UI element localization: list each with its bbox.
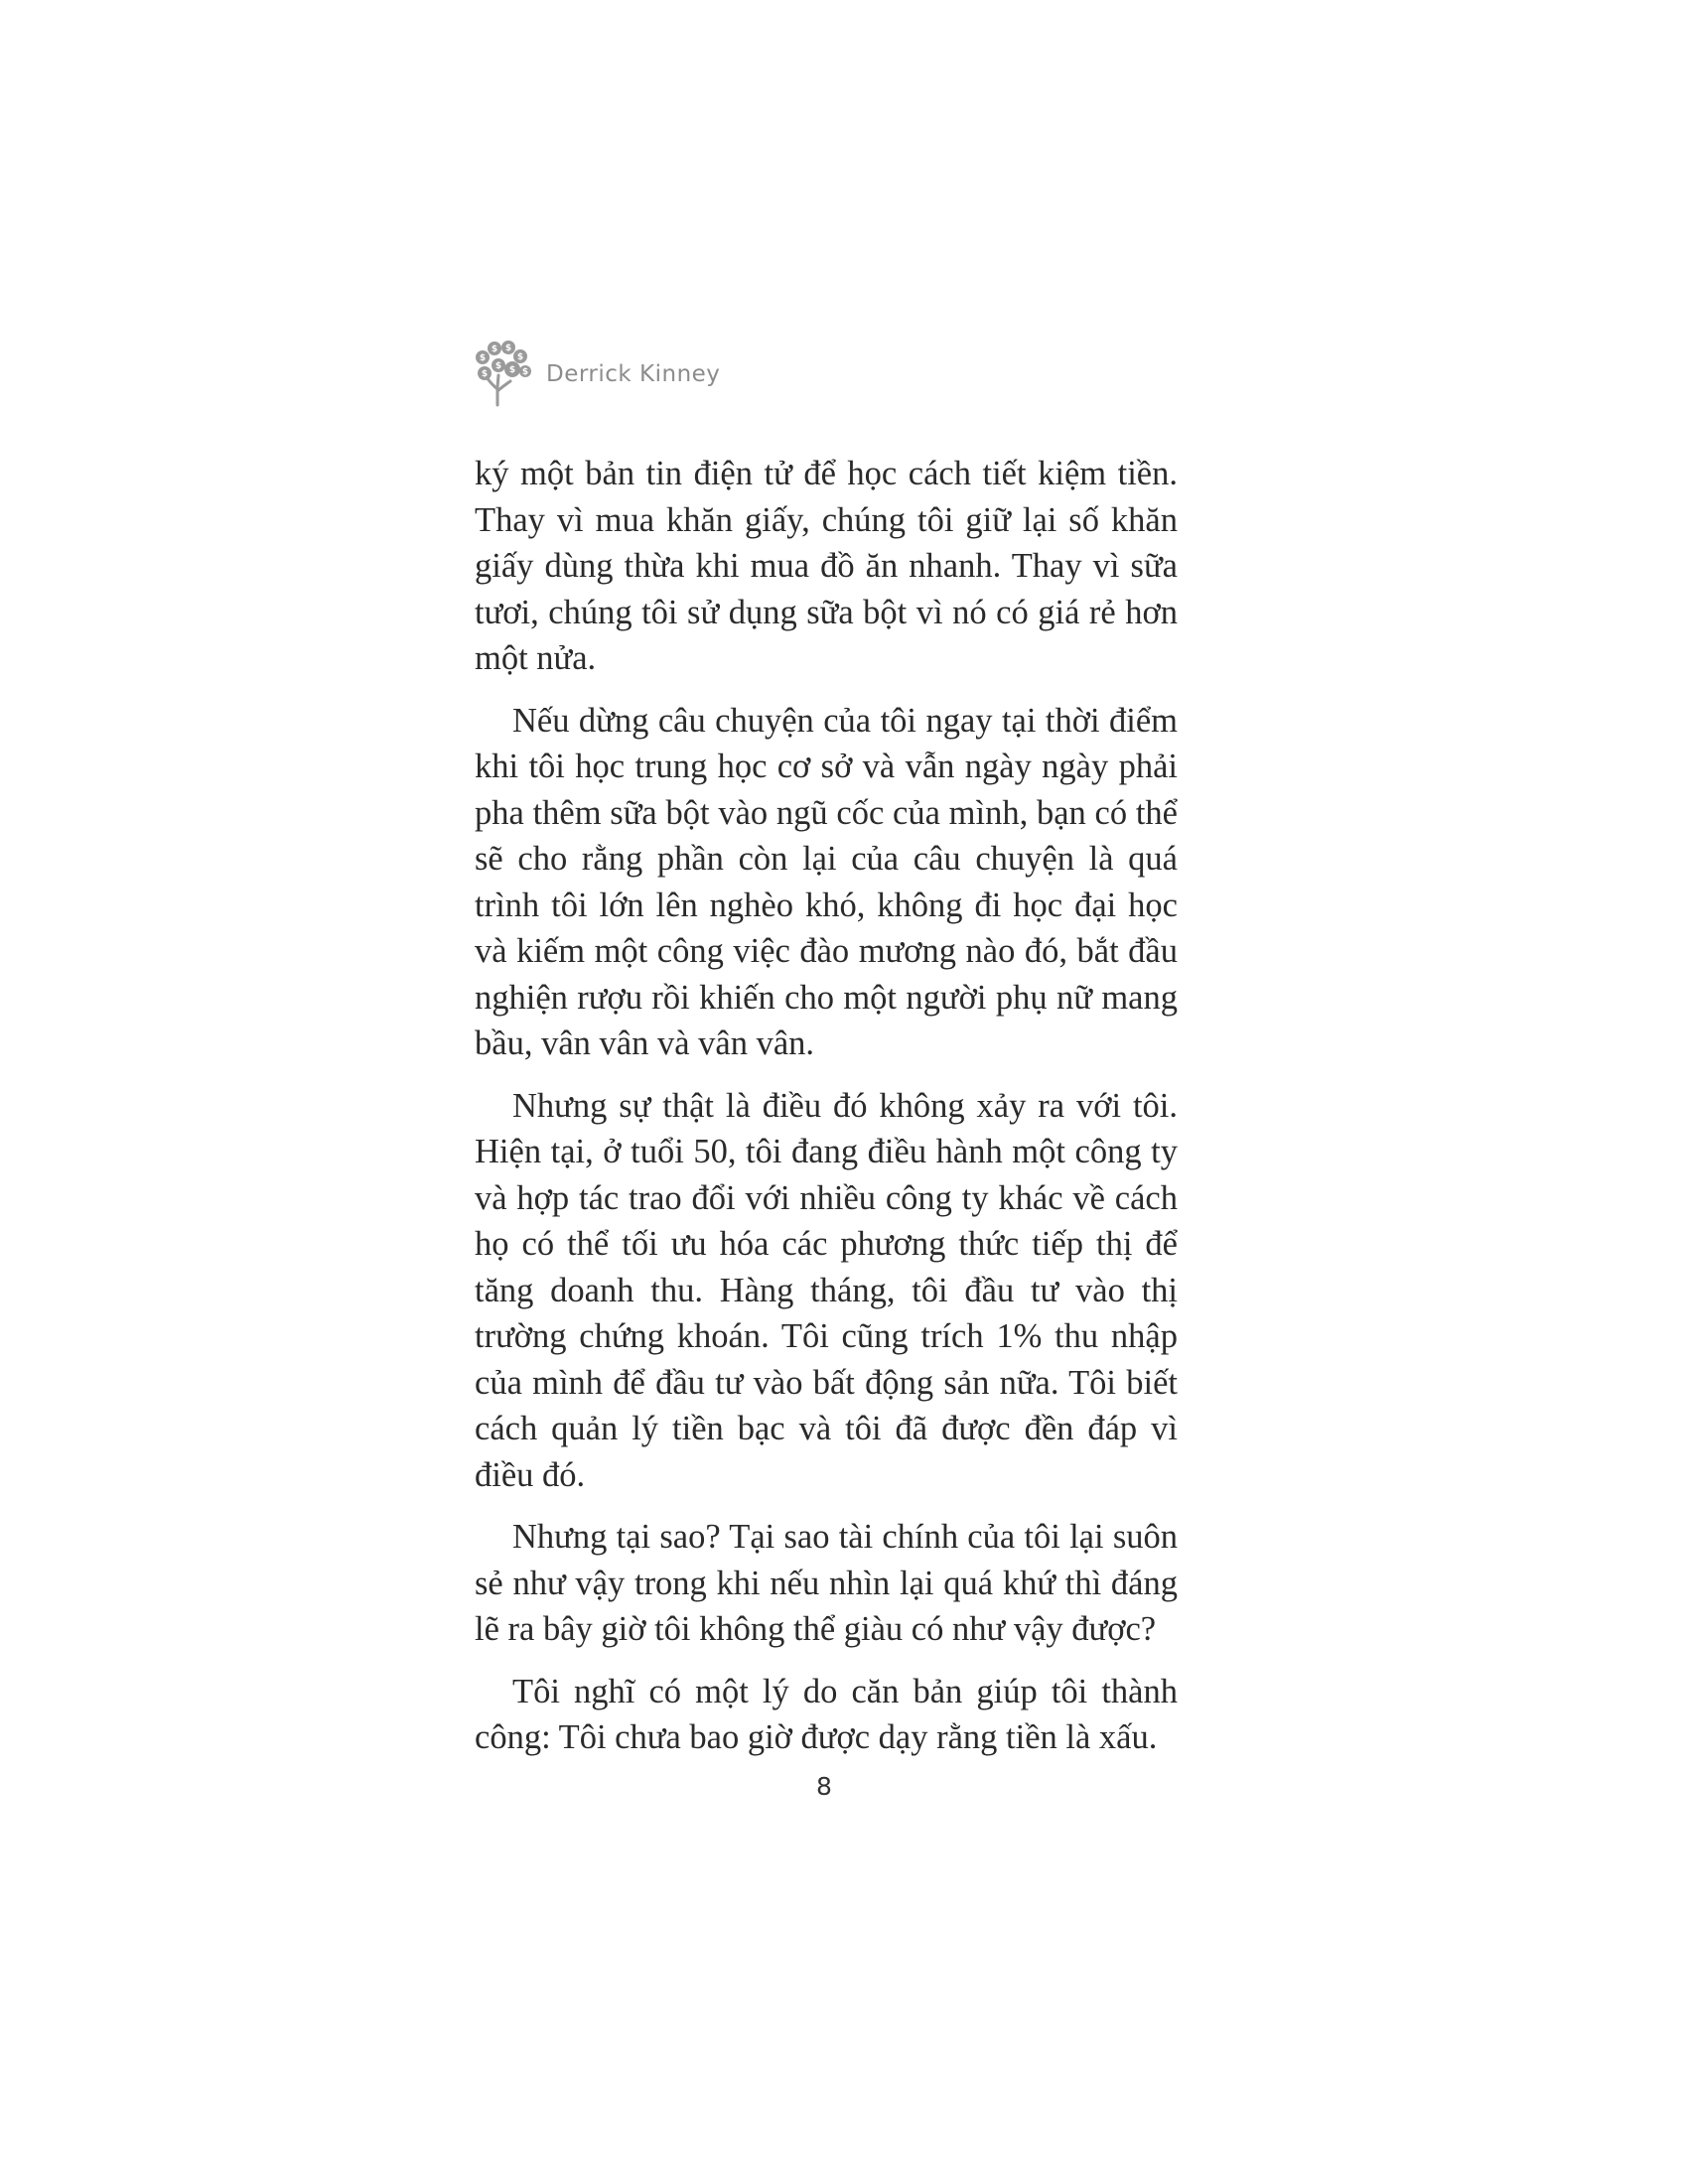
paragraph: Nếu dừng câu chuyện của tôi ngay tại thời điểm khi tôi học trung học cơ sở và vẫn ngày ngày phải pha thêm sữa bột vào ngũ cốc của mình, bạn có thể sẽ cho rằng phần còn lại của câu chuyện là quá trình tôi lớn lên nghèo khó, không đi học đại học và kiếm một công việc đào mương nào đó, bắt đầu nghiện rượu rồi khiến cho một người phụ nữ mang bầu, vân vân và vân vân.: [475, 701, 1178, 1062]
paragraph: Tôi nghĩ có một lý do căn bản giúp tôi thành công: Tôi chưa bao giờ được dạy rằng tiền là xấu.: [475, 1672, 1178, 1756]
paragraph: ký một bản tin điện tử để học cách tiết kiệm tiền. Thay vì mua khăn giấy, chúng tôi giữ lại số khăn giấy dùng thừa khi mua đồ ăn nhanh. Thay vì sữa tươi, chúng tôi sử dụng sữa bột vì nó có giá rẻ hơn một nửa.: [475, 455, 1178, 677]
svg-text:$: $: [494, 361, 502, 371]
svg-text:$: $: [516, 352, 524, 362]
page-number: 8: [816, 1772, 832, 1801]
running-header: [471, 338, 720, 407]
author-name: Derrick Kinney: [546, 361, 721, 387]
svg-text:$: $: [491, 344, 498, 354]
svg-text:$: $: [504, 343, 512, 353]
svg-text:$: $: [481, 369, 489, 379]
svg-text:$: $: [521, 367, 529, 377]
paragraph: Nhưng tại sao? Tại sao tài chính của tôi lại suôn sẻ như vậy trong khi nếu nhìn lại quá khứ thì đáng lẽ ra bây giờ tôi không thể giàu có như vậy được?: [475, 1518, 1178, 1648]
svg-text:$: $: [508, 365, 516, 375]
body-text: [475, 451, 1178, 1777]
paragraph: Nhưng sự thật là điều đó không xảy ra với tôi. Hiện tại, ở tuổi 50, tôi đang điều hành một công ty và hợp tác trao đổi với nhiều công ty khác về cách họ có thể tối ưu hóa các phương thức tiếp thị để tăng doanh thu. Hàng tháng, tôi đầu tư vào thị trường chứng khoán. Tôi cũng trích 1% thu nhập của mình để đầu tư vào bất động sản nữa. Tôi biết cách quản lý tiền bạc và tôi đã được đền đáp vì điều đó.: [475, 1086, 1178, 1494]
svg-text:$: $: [479, 353, 487, 363]
money-tree-icon: [471, 338, 536, 407]
